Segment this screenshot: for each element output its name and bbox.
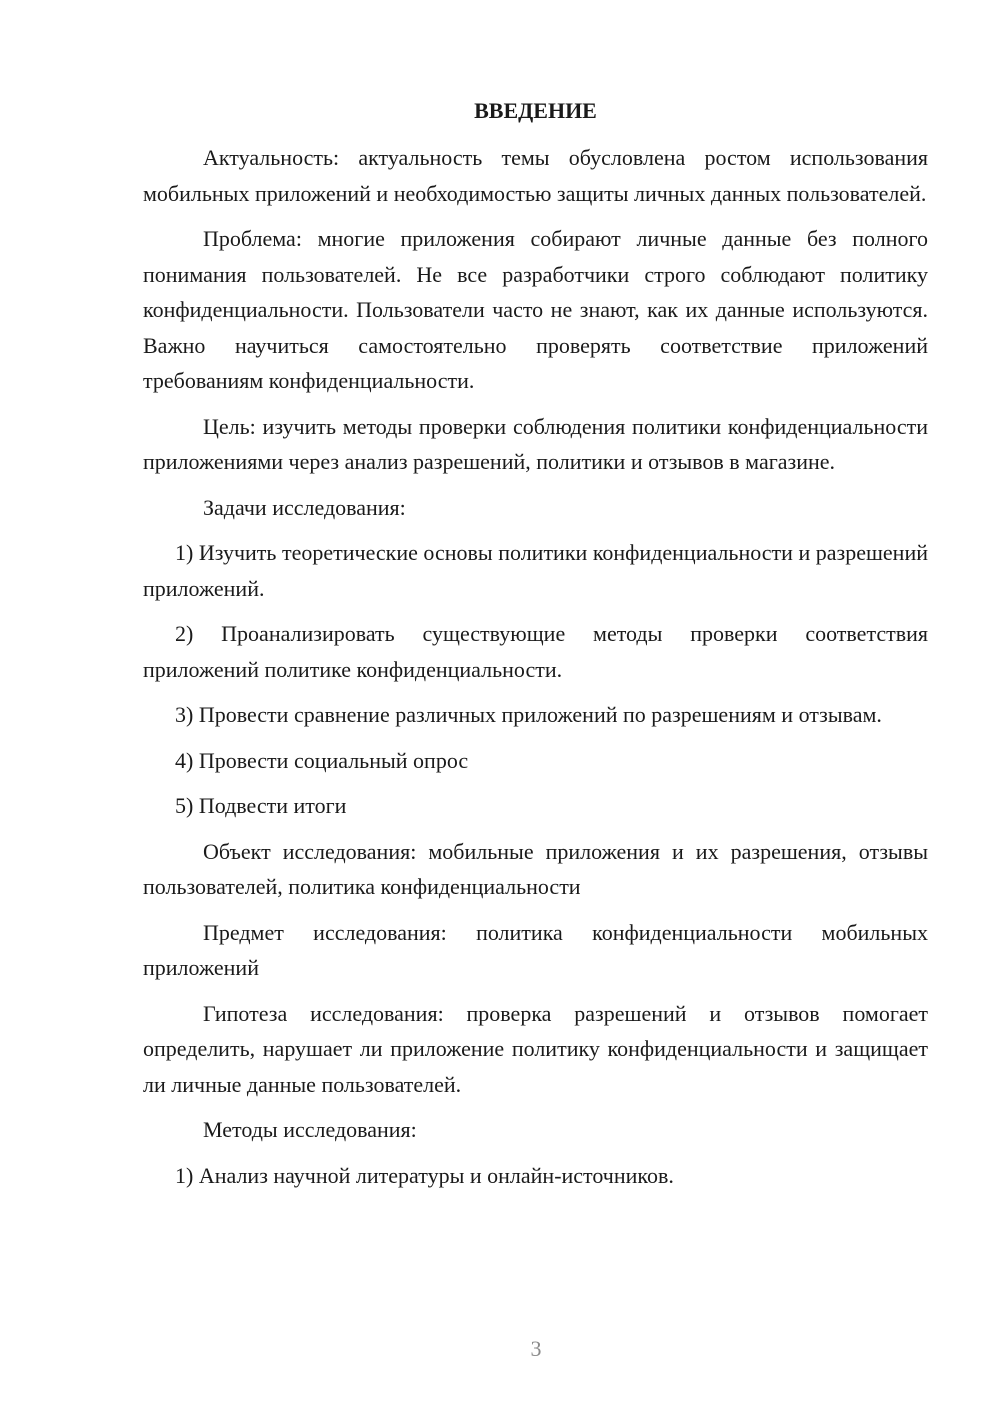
method-item: 1) Анализ научной литературы и онлайн-источников. — [175, 1162, 674, 1188]
relevance-paragraph: Актуальность: актуальность темы обусловлена ростом использования мобильных приложений и необходимостью защиты личных данных пользователей. — [143, 145, 928, 206]
document-body — [143, 140, 928, 1193]
page-number: 3 — [530, 1336, 542, 1361]
hypothesis-paragraph: Гипотеза исследования: проверка разрешений и отзывов помогает определить, нарушает ли приложение политику конфиденциальности и защищает ли личные данные пользователей. — [143, 1000, 928, 1097]
task-item: 4) Провести социальный опрос — [175, 747, 469, 773]
goal-paragraph: Цель: изучить методы проверки соблюдения политики конфиденциальности приложениями через анализ разрешений, политики и отзывов в магазине. — [143, 413, 928, 474]
page-title: ВВЕДЕНИЕ — [474, 98, 597, 123]
object-paragraph: Объект исследования: мобильные приложения и их разрешения, отзывы пользователей, политика конфиденциальности — [143, 838, 928, 899]
task-item: 2) Проанализировать существующие методы проверки соответствия приложений политике конфиденциальности. — [143, 621, 928, 682]
problem-paragraph: Проблема: многие приложения собирают личные данные без полного понимания пользователей. Не все разработчики строго соблюдают политику конфиденциальности. Пользователи часто не знают, как их данные используются. Важно научиться самостоятельно проверять соответствие приложений требованиям конфиденциальности. — [143, 226, 928, 393]
tasks-heading: Задачи исследования: — [203, 494, 406, 520]
task-item: 1) Изучить теоретические основы политики конфиденциальности и разрешений приложений. — [143, 540, 928, 601]
subject-paragraph: Предмет исследования: политика конфиденциальности мобильных приложений — [143, 919, 928, 980]
task-item: 5) Подвести итоги — [175, 793, 347, 818]
task-item: 3) Провести сравнение различных приложений по разрешениям и отзывам. — [175, 702, 882, 727]
methods-heading: Методы исследования: — [203, 1117, 417, 1142]
